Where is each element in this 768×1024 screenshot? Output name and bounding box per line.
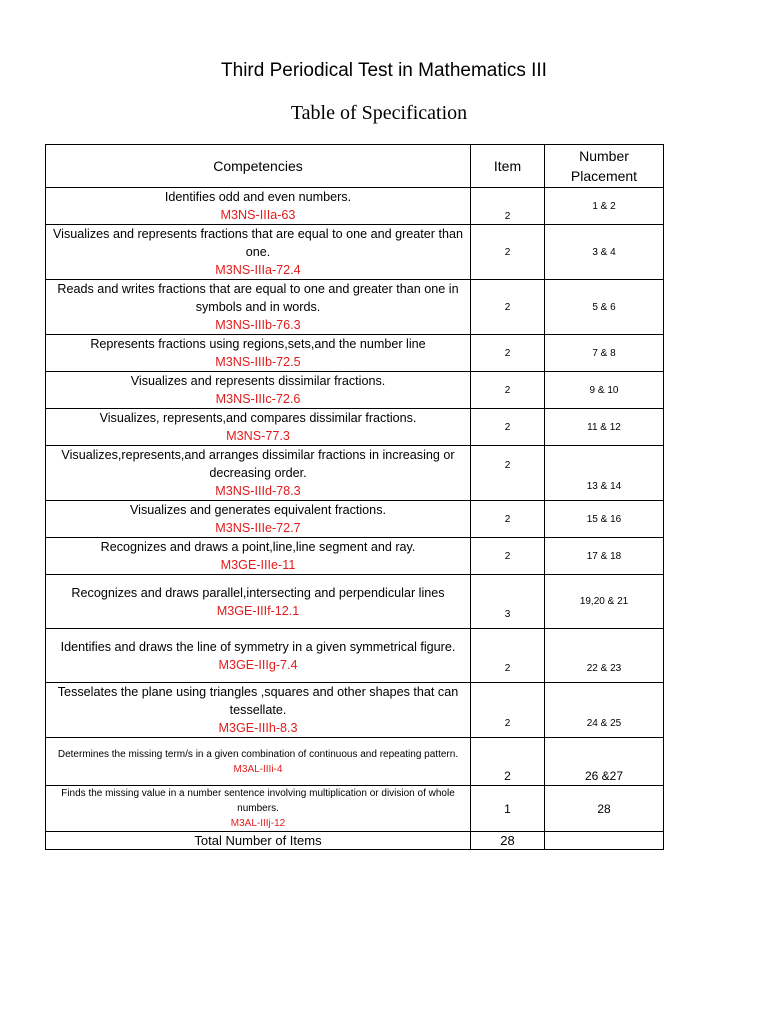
number-placement: 9 & 10 [545,372,664,409]
header-number-placement: Number Placement [545,145,664,188]
competency-description: Visualizes and generates equivalent fractions. [129,503,386,517]
competency-code: M3NS-IIIc-72.6 [215,392,301,406]
competency-code: M3NS-IIIb-72.5 [215,355,301,369]
competency-description: Visualizes and represents fractions that are equal to one and greater than one. [52,227,464,259]
competency-code: M3AL-IIIj-12 [230,818,286,829]
item-count: 2 [471,372,545,409]
item-count: 2 [471,629,545,683]
table-row [46,629,664,683]
competency-cell [46,188,471,225]
table-row [46,575,664,629]
table-header-row [46,145,664,188]
number-placement: 13 & 14 [545,446,664,501]
item-count: 3 [471,575,545,629]
competency-cell [46,629,471,683]
number-placement: 3 & 4 [545,225,664,280]
competency-cell [46,683,471,738]
item-count: 2 [471,538,545,575]
number-placement: 11 & 12 [545,409,664,446]
number-placement: 7 & 8 [545,335,664,372]
document-title: Third Periodical Test in Mathematics III [221,60,547,81]
number-placement: 26 &27 [545,738,664,786]
competency-description: Finds the missing value in a number sentence involving multiplication or division of whole numbers. [61,788,455,814]
total-label: Total Number of Items [46,832,471,850]
competency-description: Identifies odd and even numbers. [164,190,352,204]
header-item: Item [471,145,545,188]
competency-description: Recognizes and draws a point,line,line segment and ray. [100,540,416,554]
item-count: 2 [471,501,545,538]
table-row [46,335,664,372]
competency-code: M3GE-IIIh-8.3 [218,721,298,735]
competency-cell [46,280,471,335]
competency-description: Determines the missing term/s in a given combination of continuous and repeating pattern. [57,748,459,760]
competency-code: M3NS-IIIa-72.4 [215,263,301,277]
competency-code: M3NS-IIIe-72.7 [215,521,301,535]
competency-cell [46,225,471,280]
competency-code: M3GE-IIIe-11 [220,558,296,572]
total-row [46,832,664,850]
item-count: 2 [471,188,545,225]
table-row [46,188,664,225]
number-placement: 5 & 6 [545,280,664,335]
competency-code: M3AL-IIIi-4 [233,763,283,775]
competency-description: Identifies and draws the line of symmetry in a given symmetrical figure. [60,639,456,654]
item-count: 2 [471,446,545,501]
competency-cell [46,372,471,409]
table-row [46,225,664,280]
competency-description: Visualizes, represents,and compares dissimilar fractions. [99,411,417,425]
number-placement: 24 & 25 [545,683,664,738]
number-placement: 15 & 16 [545,501,664,538]
competency-cell [46,575,471,629]
competency-cell [46,409,471,446]
table-row [46,372,664,409]
competency-cell [46,738,471,786]
competency-cell [46,786,471,832]
competency-cell [46,335,471,372]
item-count: 2 [471,335,545,372]
item-count: 2 [471,409,545,446]
number-placement: 17 & 18 [545,538,664,575]
competency-description: Represents fractions using regions,sets,and the number line [90,337,426,351]
table-row [46,786,664,832]
table-row [46,683,664,738]
competency-code: M3GE-IIIf-12.1 [216,603,300,618]
specification-table [45,144,664,850]
item-count: 1 [471,786,545,832]
number-placement: 1 & 2 [545,188,664,225]
item-count: 2 [471,280,545,335]
number-placement: 28 [545,786,664,832]
item-count: 2 [471,225,545,280]
competency-description: Tesselates the plane using triangles ,squares and other shapes that can tessellate. [57,685,459,717]
document-subtitle: Table of Specification [290,102,468,124]
competency-code: M3NS-77.3 [226,429,290,443]
competency-code: M3NS-IIId-78.3 [215,484,301,498]
competency-description: Visualizes and represents dissimilar fractions. [130,374,386,388]
table-row [46,280,664,335]
item-count: 2 [471,683,545,738]
table-row [46,501,664,538]
competency-description: Recognizes and draws parallel,intersecting and perpendicular lines [71,585,445,600]
table-row [46,538,664,575]
table-row [46,446,664,501]
competency-cell [46,501,471,538]
total-item-count: 28 [471,832,545,850]
competency-code: M3NS-IIIb-76.3 [215,318,301,332]
total-placement [545,832,664,850]
number-placement: 22 & 23 [545,629,664,683]
competency-description: Visualizes,represents,and arranges dissimilar fractions in increasing or decreasing order. [61,448,455,480]
competency-code: M3NS-IIIa-63 [220,208,296,222]
competency-description: Reads and writes fractions that are equal to one and greater than one in symbols and in words. [57,282,459,314]
competency-code: M3GE-IIIg-7.4 [218,657,298,672]
table-row [46,409,664,446]
competency-cell [46,446,471,501]
competency-cell [46,538,471,575]
table-row [46,738,664,786]
item-count: 2 [471,738,545,786]
header-competencies: Competencies [46,145,471,188]
number-placement: 19,20 & 21 [545,575,664,629]
